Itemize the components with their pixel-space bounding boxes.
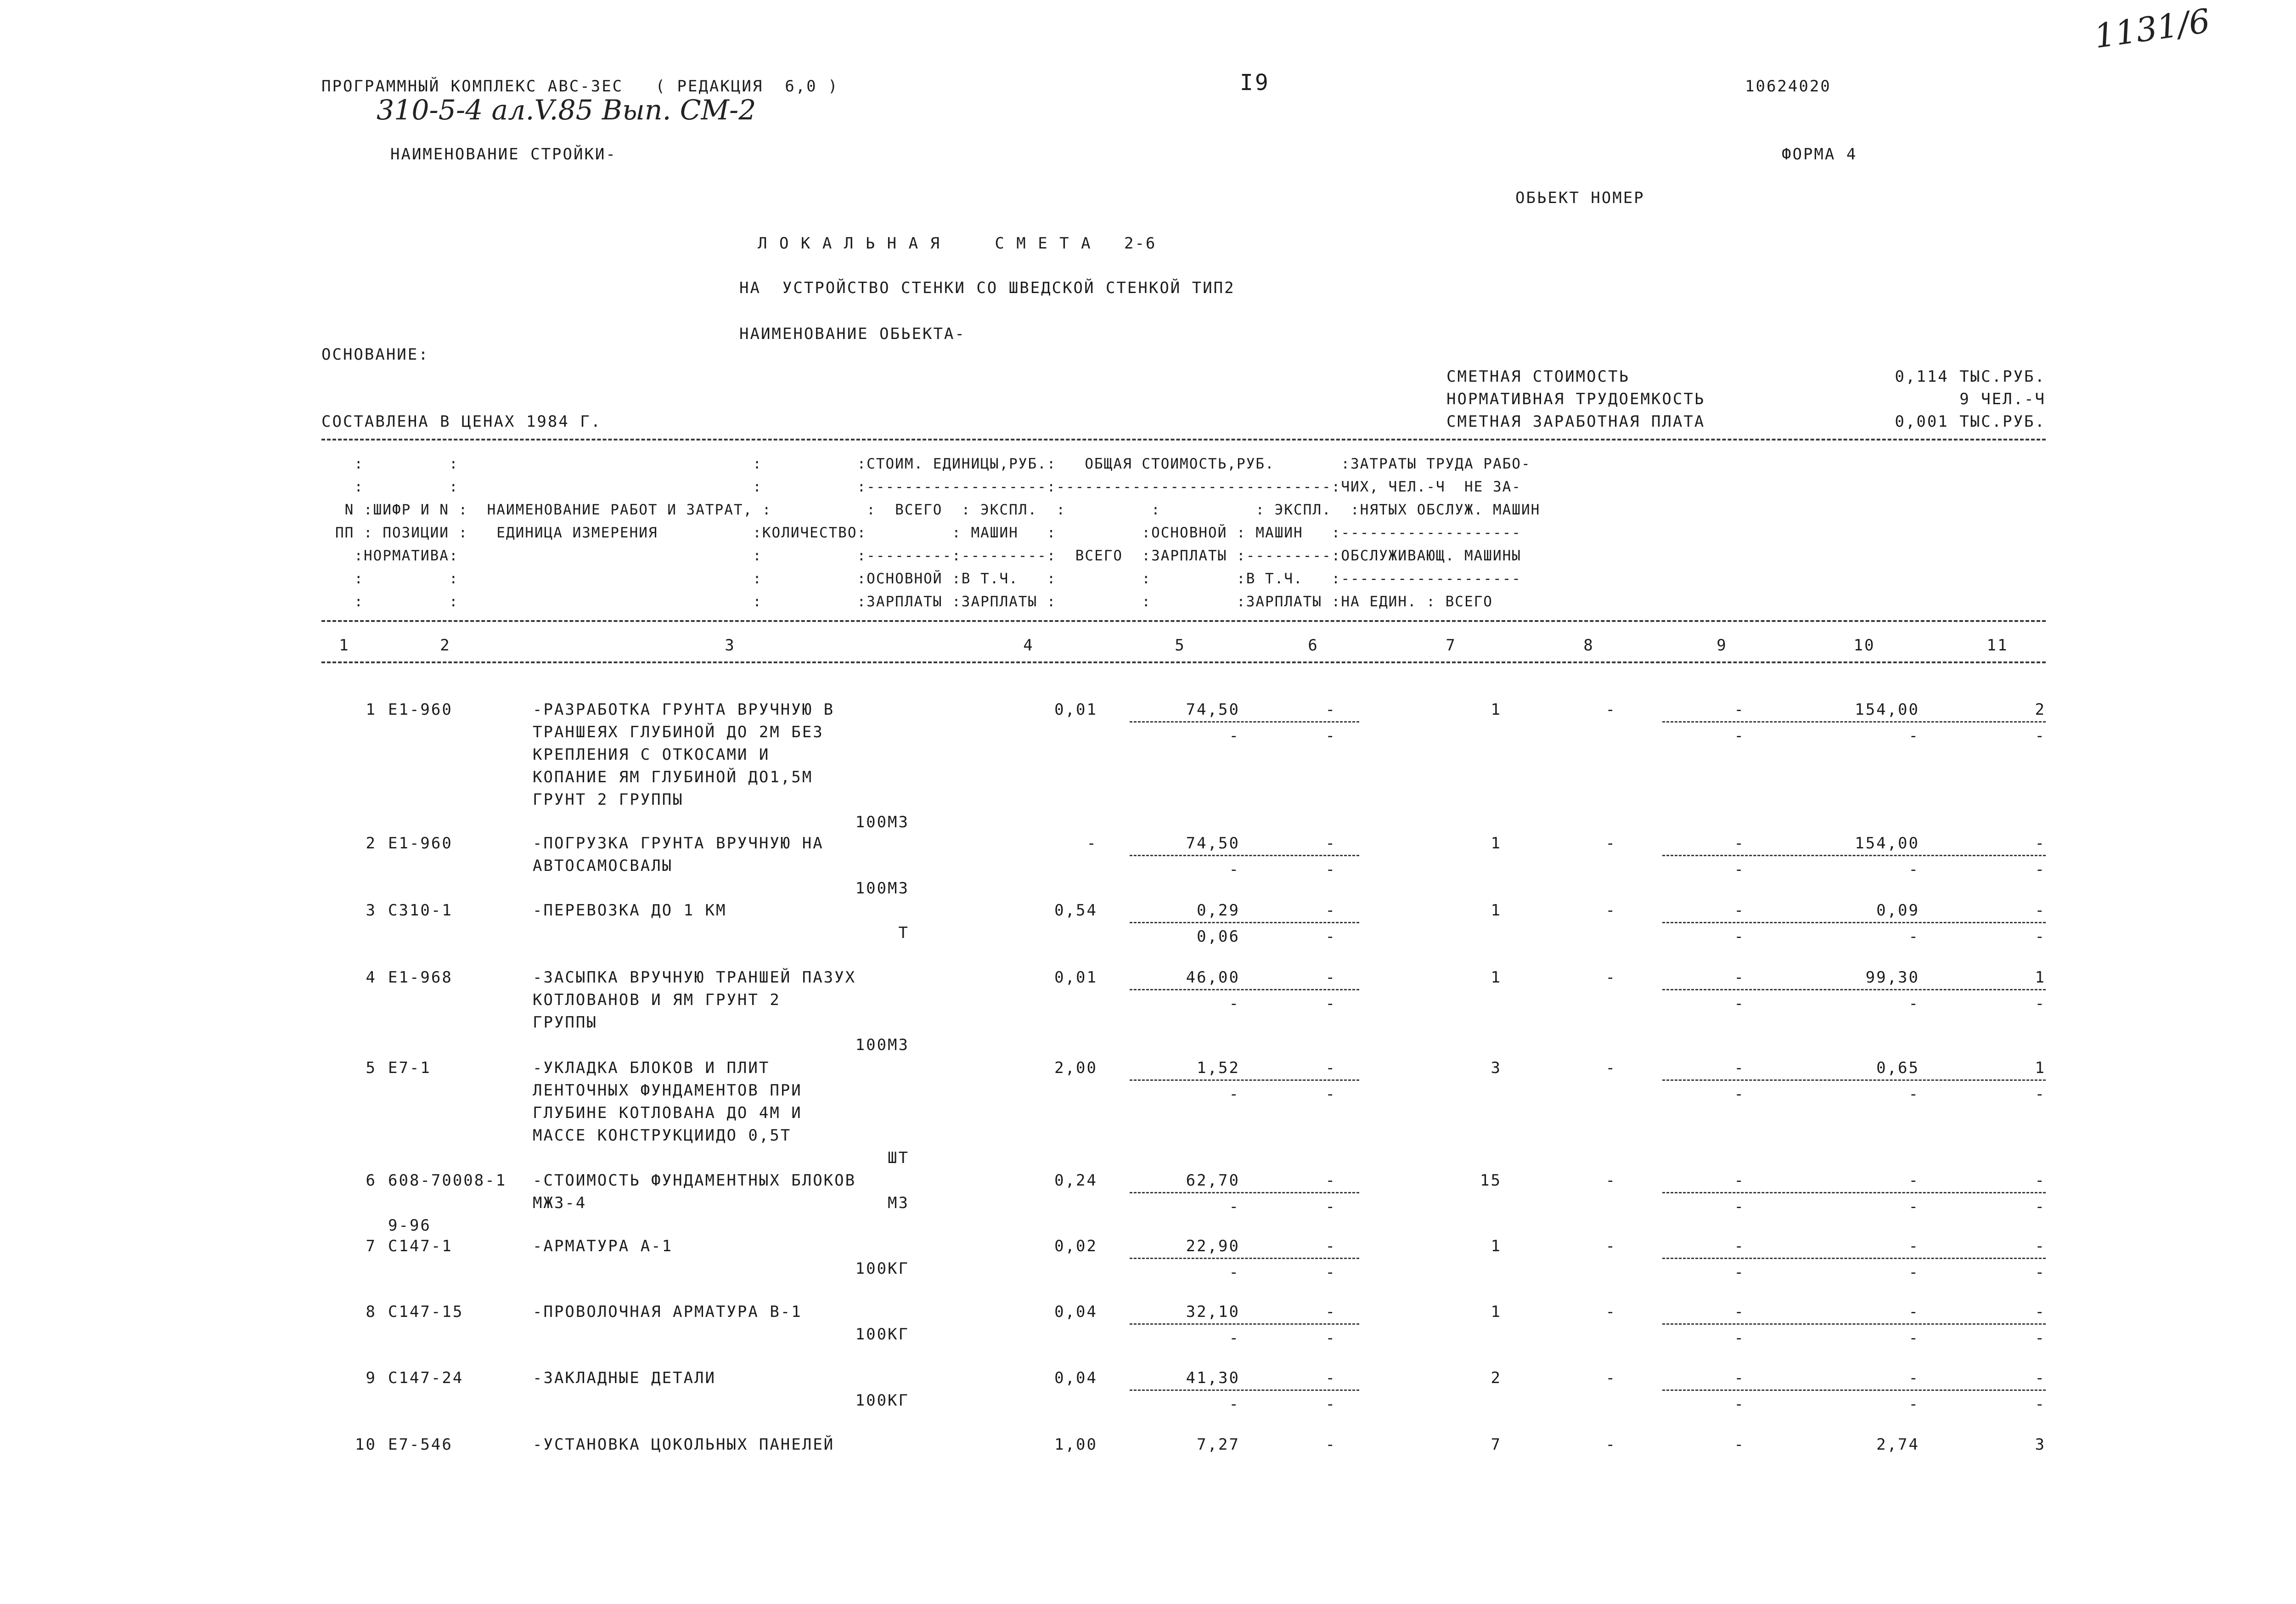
table-top-rule	[321, 439, 2046, 441]
row-c9-wage: -	[1734, 994, 1745, 1013]
row-c9: -	[1734, 901, 1745, 920]
row-name-line: -ПОГРУЗКА ГРУНТА ВРУЧНУЮ НА	[533, 834, 824, 853]
row-c6: -	[1325, 834, 1336, 853]
row-name-line: -ПЕРЕВОЗКА ДО 1 КМ	[533, 901, 727, 920]
row-c8: -	[1605, 1303, 1616, 1321]
row-c5: 22,90	[1186, 1237, 1240, 1255]
row-c6: -	[1325, 700, 1336, 719]
row-c9: -	[1734, 1435, 1745, 1454]
row-c11-wage: -	[2035, 994, 2046, 1013]
subtotal-divider	[1662, 1079, 2046, 1081]
row-c11: 1	[2035, 1059, 2046, 1077]
row-c5-wage: -	[1229, 1085, 1240, 1103]
row-c11-wage: -	[2035, 860, 2046, 879]
row-c6-wage: -	[1325, 1395, 1336, 1413]
row-name-line: КОТЛОВАНОВ И ЯМ ГРУНТ 2	[533, 991, 781, 1009]
row-unit: 100КГ	[855, 1391, 909, 1410]
row-c10-wage: -	[1908, 927, 1919, 946]
subtotal-divider	[1130, 1323, 1359, 1325]
row-c8: -	[1605, 968, 1616, 987]
summary-label: СМЕТНАЯ ЗАРАБОТНАЯ ПЛАТА	[1446, 412, 1705, 431]
row-qty: 0,04	[1054, 1303, 1097, 1321]
row-qty: 0,02	[1054, 1237, 1097, 1255]
row-c7: 1	[1491, 901, 1502, 920]
row-unit: ШТ	[888, 1149, 909, 1167]
row-c11-wage: -	[2035, 927, 2046, 946]
row-code: Е1-968	[388, 968, 453, 987]
row-c7: 1	[1491, 834, 1502, 853]
row-c5: 0,29	[1197, 901, 1240, 920]
row-c7: 1	[1491, 1303, 1502, 1321]
table-header-line: : : : :ЗАРПЛАТЫ :ЗАРПЛАТЫ : : :ЗАРПЛАТЫ :НА ЕДИН. : ВСЕГО	[335, 593, 1493, 610]
row-c5-wage: -	[1229, 860, 1240, 879]
program-label: ПРОГРАММНЫЙ КОМПЛЕКС АВС-ЗЕС ( РЕДАКЦИЯ 6,0 )	[321, 77, 839, 96]
row-qty: 0,54	[1054, 901, 1097, 920]
row-code-continuation: 9-96	[388, 1216, 431, 1235]
row-number: 10	[355, 1435, 377, 1454]
row-c11: 1	[2035, 968, 2046, 987]
row-c5: 74,50	[1186, 700, 1240, 719]
row-c9: -	[1734, 1171, 1745, 1190]
row-c5-wage: -	[1229, 1395, 1240, 1413]
subtotal-divider	[1130, 855, 1359, 856]
row-c11-wage: -	[2035, 1395, 2046, 1413]
summary-label: НОРМАТИВНАЯ ТРУДОЕМКОСТЬ	[1446, 390, 1705, 408]
row-name-line: ГРУНТ 2 ГРУППЫ	[533, 791, 684, 809]
subtotal-divider	[1130, 1079, 1359, 1081]
row-c5: 62,70	[1186, 1171, 1240, 1190]
row-name-line: -РАЗРАБОТКА ГРУНТА ВРУЧНУЮ В	[533, 700, 835, 719]
column-number: 11	[1986, 636, 2009, 655]
subtotal-divider	[1130, 1389, 1359, 1391]
row-c10: 0,65	[1876, 1059, 1919, 1077]
row-c8: -	[1605, 1435, 1616, 1454]
subtotal-divider	[1662, 1258, 2046, 1259]
row-c6: -	[1325, 1303, 1336, 1321]
row-c9-wage: -	[1734, 1197, 1745, 1216]
table-header-line: : : : :СТОИМ. ЕДИНИЦЫ,РУБ.: ОБЩАЯ СТОИМОСТЬ,РУБ. :ЗАТРАТЫ ТРУДА РАБО-	[335, 456, 1531, 472]
row-c5-wage: 0,06	[1197, 927, 1240, 946]
row-unit: 100КГ	[855, 1259, 909, 1278]
row-name-line: КОПАНИЕ ЯМ ГЛУБИНОЙ ДО1,5М	[533, 768, 813, 786]
column-number: 10	[1853, 636, 1875, 655]
row-unit: 100КГ	[855, 1325, 909, 1344]
row-name-line: -УСТАНОВКА ЦОКОЛЬНЫХ ПАНЕЛЕЙ	[533, 1435, 835, 1454]
row-c6: -	[1325, 1059, 1336, 1077]
row-c9-wage: -	[1734, 1329, 1745, 1347]
row-c5-wage: -	[1229, 727, 1240, 745]
row-c11-wage: -	[2035, 1197, 2046, 1216]
row-name-line: -СТОИМОСТЬ ФУНДАМЕНТНЫХ БЛОКОВ	[533, 1171, 856, 1190]
row-c10: 154,00	[1855, 834, 1919, 853]
row-name-line: МАССЕ КОНСТРУКЦИИДО 0,5Т	[533, 1126, 792, 1145]
row-code: Е7-1	[388, 1059, 431, 1077]
row-c6-wage: -	[1325, 927, 1336, 946]
row-name-line: ГРУППЫ	[533, 1013, 597, 1032]
row-c5: 46,00	[1186, 968, 1240, 987]
row-c9: -	[1734, 1369, 1745, 1387]
subtotal-divider	[1130, 1258, 1359, 1259]
form-number: ФОРМА 4	[1782, 145, 1857, 164]
row-qty: 0,24	[1054, 1171, 1097, 1190]
handwritten-page-ref: 1131/6	[2092, 1, 2212, 56]
subtotal-divider	[1662, 1323, 2046, 1325]
row-c8: -	[1605, 1237, 1616, 1255]
row-c9-wage: -	[1734, 927, 1745, 946]
table-header-line: :НОРМАТИВА: : :---------:---------: ВСЕГО :ЗАРПЛАТЫ :---------:ОБСЛУЖИВАЮЩ. МАШИНЫ	[335, 548, 1521, 564]
row-c7: 2	[1491, 1369, 1502, 1387]
subtotal-divider	[1662, 1389, 2046, 1391]
row-number: 2	[366, 834, 377, 853]
row-c5: 41,30	[1186, 1369, 1240, 1387]
row-c8: -	[1605, 834, 1616, 853]
row-name-line: ТРАНШЕЯХ ГЛУБИНОЙ ДО 2М БЕЗ	[533, 723, 824, 741]
row-number: 1	[366, 700, 377, 719]
row-c11: 2	[2035, 700, 2046, 719]
row-c9-wage: -	[1734, 1085, 1745, 1103]
row-c6-wage: -	[1325, 860, 1336, 879]
row-name-line: -ЗАКЛАДНЫЕ ДЕТАЛИ	[533, 1369, 716, 1387]
row-c5-wage: -	[1229, 1263, 1240, 1282]
row-c6: -	[1325, 968, 1336, 987]
row-c5: 74,50	[1186, 834, 1240, 853]
row-c5: 7,27	[1197, 1435, 1240, 1454]
header-divider-rule	[321, 620, 2046, 622]
row-c11: -	[2035, 901, 2046, 920]
row-c7: 1	[1491, 968, 1502, 987]
column-number: 2	[440, 636, 451, 655]
row-c10-wage: -	[1908, 1329, 1919, 1347]
row-number: 8	[366, 1303, 377, 1321]
row-c6: -	[1325, 1237, 1336, 1255]
row-c6-wage: -	[1325, 1263, 1336, 1282]
row-number: 5	[366, 1059, 377, 1077]
row-c9-wage: -	[1734, 727, 1745, 745]
row-c6-wage: -	[1325, 1329, 1336, 1347]
row-qty: -	[1086, 834, 1097, 853]
row-name-line: -ЗАСЫПКА ВРУЧНУЮ ТРАНШЕЙ ПАЗУХ	[533, 968, 856, 987]
price-level: СОСТАВЛЕНА В ЦЕНАХ 1984 Г.	[321, 412, 602, 431]
row-name-line: КРЕПЛЕНИЯ С ОТКОСАМИ И	[533, 746, 770, 764]
summary-value: 0,001 ТЫС.РУБ.	[1895, 412, 2046, 431]
table-header-line: : : : :ОСНОВНОЙ :В Т.Ч. : : :В Т.Ч. :-------------------	[335, 570, 1521, 587]
row-name-line: -УКЛАДКА БЛОКОВ И ПЛИТ	[533, 1059, 770, 1077]
subtotal-divider	[1662, 922, 2046, 923]
row-number: 7	[366, 1237, 377, 1255]
construction-name: НАИМЕНОВАНИЕ СТРОЙКИ-	[390, 145, 617, 164]
summary-label: СМЕТНАЯ СТОИМОСТЬ	[1446, 367, 1630, 386]
row-c10-wage: -	[1908, 860, 1919, 879]
row-code: Е1-960	[388, 834, 453, 853]
row-unit: 100М3	[855, 879, 909, 898]
row-c6-wage: -	[1325, 727, 1336, 745]
row-number: 3	[366, 901, 377, 920]
row-qty: 0,04	[1054, 1369, 1097, 1387]
document-code: 10624020	[1745, 77, 1831, 96]
row-c7: 3	[1491, 1059, 1502, 1077]
row-name-line: -АРМАТУРА А-1	[533, 1237, 673, 1255]
row-c8: -	[1605, 901, 1616, 920]
row-c6-wage: -	[1325, 1085, 1336, 1103]
subtotal-divider	[1130, 1192, 1359, 1193]
row-c10: -	[1908, 1171, 1919, 1190]
row-c10-wage: -	[1908, 1395, 1919, 1413]
row-c7: 7	[1491, 1435, 1502, 1454]
row-c10: -	[1908, 1303, 1919, 1321]
row-c10-wage: -	[1908, 994, 1919, 1013]
row-code: Е7-546	[388, 1435, 453, 1454]
row-c9: -	[1734, 1237, 1745, 1255]
row-c11-wage: -	[2035, 1085, 2046, 1103]
row-name-line: ГЛУБИНЕ КОТЛОВАНА ДО 4М И	[533, 1104, 802, 1122]
table-header-line: ПП : ПОЗИЦИИ : ЕДИНИЦА ИЗМЕРЕНИЯ :КОЛИЧЕСТВО: : МАШИН : :ОСНОВНОЙ : МАШИН :-------------------	[335, 525, 1521, 541]
row-c10-wage: -	[1908, 1197, 1919, 1216]
row-unit: 100М3	[855, 813, 909, 831]
row-c6-wage: -	[1325, 994, 1336, 1013]
page-number: I9	[1240, 70, 1270, 96]
row-qty: 1,00	[1054, 1435, 1097, 1454]
subtotal-divider	[1662, 721, 2046, 723]
row-code: С147-1	[388, 1237, 453, 1255]
row-c6: -	[1325, 1171, 1336, 1190]
column-numbers-rule	[321, 661, 2046, 663]
row-unit: 100М3	[855, 1036, 909, 1054]
row-name-line: -ПРОВОЛОЧНАЯ АРМАТУРА В-1	[533, 1303, 802, 1321]
row-code: С310-1	[388, 901, 453, 920]
row-c6-wage: -	[1325, 1197, 1336, 1216]
row-c11-wage: -	[2035, 1263, 2046, 1282]
row-c10: -	[1908, 1369, 1919, 1387]
row-c9: -	[1734, 968, 1745, 987]
row-qty: 0,01	[1054, 968, 1097, 987]
row-number: 6	[366, 1171, 377, 1190]
column-number: 5	[1175, 636, 1186, 655]
row-c9-wage: -	[1734, 860, 1745, 879]
subtotal-divider	[1130, 721, 1359, 723]
estimate-subtitle: НА УСТРОЙСТВО СТЕНКИ СО ШВЕДСКОЙ СТЕНКОЙ ТИП2	[739, 279, 1235, 297]
summary-value: 0,114 ТЫС.РУБ.	[1895, 367, 2046, 386]
row-c5-wage: -	[1229, 994, 1240, 1013]
basis-label: ОСНОВАНИЕ:	[321, 345, 429, 364]
row-qty: 2,00	[1054, 1059, 1097, 1077]
row-c10-wage: -	[1908, 1263, 1919, 1282]
row-c10-wage: -	[1908, 1085, 1919, 1103]
row-c9: -	[1734, 700, 1745, 719]
row-c9: -	[1734, 834, 1745, 853]
row-c11: -	[2035, 1237, 2046, 1255]
row-code: С147-15	[388, 1303, 464, 1321]
subtotal-divider	[1130, 989, 1359, 990]
row-c11: 3	[2035, 1435, 2046, 1454]
row-c10: 154,00	[1855, 700, 1919, 719]
row-c8: -	[1605, 1369, 1616, 1387]
subtotal-divider	[1662, 1192, 2046, 1193]
row-c9: -	[1734, 1303, 1745, 1321]
row-c8: -	[1605, 700, 1616, 719]
row-c6: -	[1325, 1435, 1336, 1454]
row-c9: -	[1734, 1059, 1745, 1077]
row-c7: 1	[1491, 700, 1502, 719]
row-c5: 32,10	[1186, 1303, 1240, 1321]
estimate-title: Л О К А Л Ь Н А Я С М Е Т А 2-6	[758, 234, 1157, 253]
row-name-line: АВТОСАМОСВАЛЫ	[533, 857, 673, 875]
row-code: Е1-960	[388, 700, 453, 719]
row-c11: -	[2035, 1369, 2046, 1387]
column-number: 9	[1716, 636, 1728, 655]
subtotal-divider	[1662, 989, 2046, 990]
row-name-line: ЛЕНТОЧНЫХ ФУНДАМЕНТОВ ПРИ	[533, 1081, 802, 1100]
row-c5-wage: -	[1229, 1197, 1240, 1216]
row-c10: -	[1908, 1237, 1919, 1255]
row-code: С147-24	[388, 1369, 464, 1387]
subtotal-divider	[1662, 855, 2046, 856]
row-c11: -	[2035, 1303, 2046, 1321]
summary-value: 9 ЧЕЛ.-Ч	[1959, 390, 2046, 408]
row-c5: 1,52	[1197, 1059, 1240, 1077]
row-number: 9	[366, 1369, 377, 1387]
row-unit: Т	[898, 924, 909, 942]
row-c7: 15	[1480, 1171, 1502, 1190]
column-number: 4	[1023, 636, 1034, 655]
row-qty: 0,01	[1054, 700, 1097, 719]
row-c11-wage: -	[2035, 727, 2046, 745]
handwritten-project-note: 310-5-4 ал.V.85 Вып. СМ-2	[377, 94, 756, 126]
column-number: 1	[339, 636, 350, 655]
column-number: 8	[1583, 636, 1594, 655]
row-c11: -	[2035, 834, 2046, 853]
row-c8: -	[1605, 1171, 1616, 1190]
row-c6: -	[1325, 901, 1336, 920]
row-c8: -	[1605, 1059, 1616, 1077]
column-number: 6	[1308, 636, 1319, 655]
row-code: 608-70008-1	[388, 1171, 507, 1190]
row-c10: 99,30	[1865, 968, 1919, 987]
row-c6: -	[1325, 1369, 1336, 1387]
row-unit: М3	[888, 1194, 909, 1212]
row-c9-wage: -	[1734, 1263, 1745, 1282]
row-c5-wage: -	[1229, 1329, 1240, 1347]
column-number: 7	[1446, 636, 1457, 655]
column-number: 3	[725, 636, 736, 655]
row-number: 4	[366, 968, 377, 987]
object-number: ОБЬЕКТ НОМЕР	[1515, 189, 1645, 207]
row-c10: 0,09	[1876, 901, 1919, 920]
row-name-line: МЖЗ-4	[533, 1194, 587, 1212]
row-c9-wage: -	[1734, 1395, 1745, 1413]
object-name: НАИМЕНОВАНИЕ ОБЬЕКТА-	[739, 325, 966, 343]
row-c7: 1	[1491, 1237, 1502, 1255]
table-header-line: : : : :-------------------:-----------------------------:ЧИХ, ЧЕЛ.-Ч НЕ ЗА-	[335, 479, 1521, 495]
row-c10: 2,74	[1876, 1435, 1919, 1454]
subtotal-divider	[1130, 922, 1359, 923]
row-c11-wage: -	[2035, 1329, 2046, 1347]
table-header-line: N :ШИФР И N : НАИМЕНОВАНИЕ РАБОТ И ЗАТРАТ, : : ВСЕГО : ЭКСПЛ. : : : ЭКСПЛ. :НЯТЫХ ОБСЛУЖ. МАШИН	[335, 502, 1541, 518]
row-c10-wage: -	[1908, 727, 1919, 745]
row-c11: -	[2035, 1171, 2046, 1190]
